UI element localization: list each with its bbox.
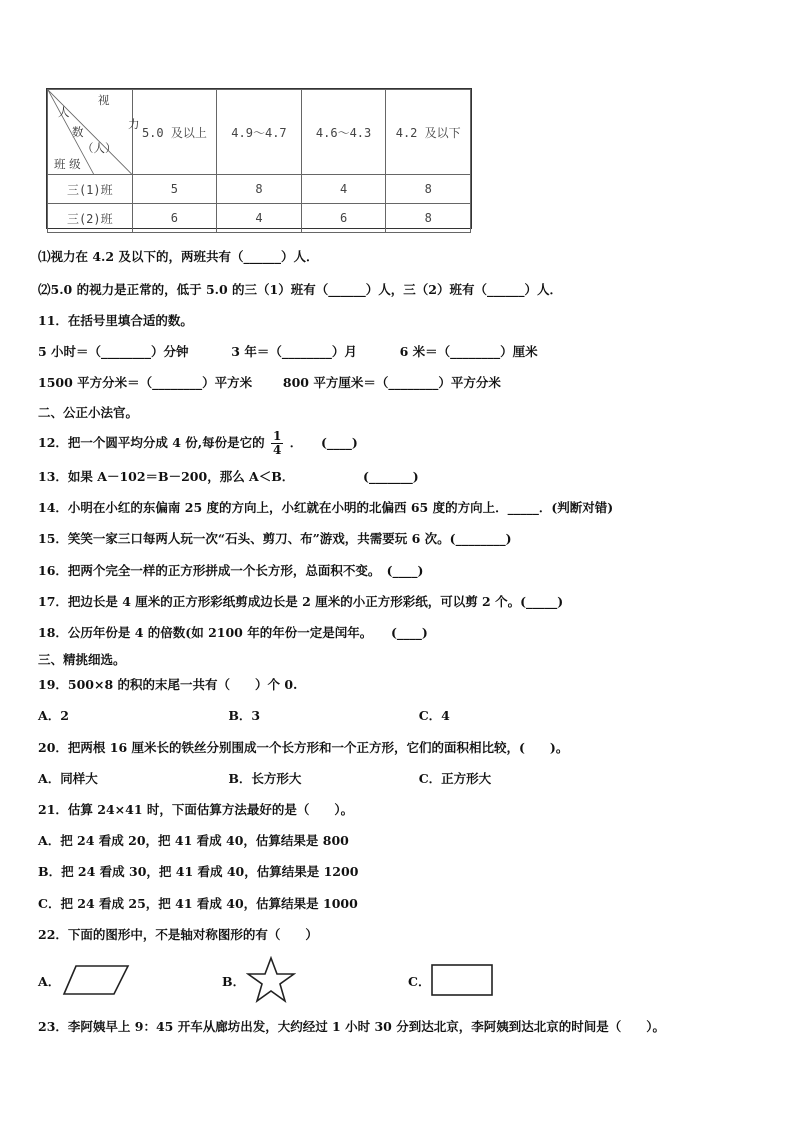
table-row-label: 三(1)班 <box>48 175 133 204</box>
vision-table <box>46 88 472 229</box>
q21-option-a[interactable]: A．把 24 看成 20，把 41 看成 40，估算结果是 800 <box>38 833 349 848</box>
q20: 20．把两根 16 厘米长的铁丝分别围成一个长方形和一个正方形，它们的面积相比较，( )。 <box>38 740 569 755</box>
table-cell: 4 <box>217 204 302 233</box>
q11-item-meters: 6 米＝（________）厘米 <box>399 344 538 359</box>
q21-option-c[interactable]: C．把 24 看成 25，把 41 看成 40，估算结果是 1000 <box>38 896 358 911</box>
q19: 19．500×8 的积的末尾一共有（ ）个 0. <box>38 677 298 692</box>
corner-label-ren: 人 <box>58 105 70 119</box>
table-cell: 8 <box>386 204 471 233</box>
q11-row2 <box>38 375 501 391</box>
q23: 23．李阿姨早上 9：45 开车从廊坊出发，大约经过 1 小时 30 分到达北京，李阿姨到达北京的时间是（ ）。 <box>38 1019 665 1034</box>
q20-options <box>38 771 491 787</box>
table-row-label: 三(2)班 <box>48 204 133 233</box>
q20-option-a[interactable]: A．同样大 <box>38 771 98 786</box>
q22: 22．下面的图形中，不是轴对称图形的有（ ） <box>38 927 318 942</box>
table-header: 5.0 及以上 <box>132 90 217 175</box>
q19-option-a[interactable]: A．2 <box>38 708 69 723</box>
parallelogram-icon <box>62 964 130 996</box>
fraction-denominator: 4 <box>273 443 282 457</box>
table-header: 4.9～4.7 <box>217 90 302 175</box>
q12 <box>38 430 358 457</box>
q18: 18．公历年份是 4 的倍数(如 2100 年的年份一定是闰年。 (____) <box>38 625 428 640</box>
q13: 13．如果 A－102＝B－200，那么 A＜B． (_______) <box>38 469 419 484</box>
q11-title: 11．在括号里填合适的数。 <box>38 313 193 328</box>
q19-option-c[interactable]: C．4 <box>418 708 450 723</box>
table-header: 4.6～4.3 <box>301 90 386 175</box>
table-row <box>48 204 471 233</box>
q11-item-hours: 5 小时＝（________）分钟 <box>38 344 189 359</box>
q10-part2: ⑵5.0 的视力是正常的，低于 5.0 的三（1）班有（______）人，三（2）班有（______）人． <box>38 282 562 297</box>
corner-label-shu: 数 <box>72 125 84 139</box>
q11-item-sq-dm: 1500 平方分米＝（________）平方米 <box>38 375 253 390</box>
table-cell: 8 <box>386 175 471 204</box>
table-cell: 6 <box>301 204 386 233</box>
corner-label-li: 力 <box>128 117 140 131</box>
q11-item-years: 3 年＝（________）月 <box>231 344 357 359</box>
q12-tail: ． (____) <box>289 435 358 450</box>
table-corner-cell <box>48 90 140 175</box>
q17: 17．把边长是 4 厘米的正方形彩纸剪成边长是 2 厘米的小正方形彩纸，可以剪 2 个。(_____) <box>38 594 564 609</box>
corner-label-shi: 视 <box>98 93 110 107</box>
section-3-heading: 三、精挑细选。 <box>38 652 126 667</box>
q22-option-a[interactable]: A． <box>38 974 61 989</box>
table-cell: 4 <box>301 175 386 204</box>
fraction-one-quarter <box>271 430 283 457</box>
q10-part1: ⑴视力在 4.2 及以下的，两班共有（______）人． <box>38 249 319 264</box>
q21-option-b[interactable]: B．把 24 看成 30，把 41 看成 40，估算结果是 1200 <box>38 864 359 879</box>
table-cell: 5 <box>132 175 217 204</box>
star-icon <box>246 956 296 1004</box>
table-row <box>48 175 471 204</box>
corner-label-class: 班 级 <box>54 157 81 171</box>
q22-option-b[interactable]: B． <box>222 974 246 989</box>
section-2-heading: 二、公正小法官。 <box>38 405 139 420</box>
q12-text: 12．把一个圆平均分成 4 份,每份是它的 <box>38 435 265 450</box>
q11-row1 <box>38 344 538 360</box>
rectangle-icon <box>430 963 494 997</box>
table-header: 4.2 及以下 <box>386 90 471 175</box>
q20-option-c[interactable]: C．正方形大 <box>418 771 492 786</box>
q16: 16．把两个完全一样的正方形拼成一个长方形，总面积不变。 (____) <box>38 563 424 578</box>
q21: 21．估算 24×41 时，下面估算方法最好的是（ ）。 <box>38 802 354 817</box>
table-cell: 6 <box>132 204 217 233</box>
q19-option-b[interactable]: B．3 <box>228 708 261 723</box>
q20-option-b[interactable]: B．长方形大 <box>228 771 302 786</box>
q19-options <box>38 708 450 724</box>
fraction-numerator: 1 <box>273 429 282 443</box>
table-cell: 8 <box>217 175 302 204</box>
q11-item-sq-cm: 800 平方厘米＝（________）平方分米 <box>282 375 501 390</box>
q22-option-c[interactable]: C． <box>408 974 431 989</box>
corner-label-unit: （人） <box>82 141 117 155</box>
q15: 15．笑笑一家三口每两人玩一次“石头、剪刀、布”游戏，共需要玩 6 次。(________) <box>38 531 512 546</box>
q14: 14．小明在小红的东偏南 25 度的方向上，小红就在小明的北偏西 65 度的方向上．_____．(判断对错) <box>38 500 614 515</box>
